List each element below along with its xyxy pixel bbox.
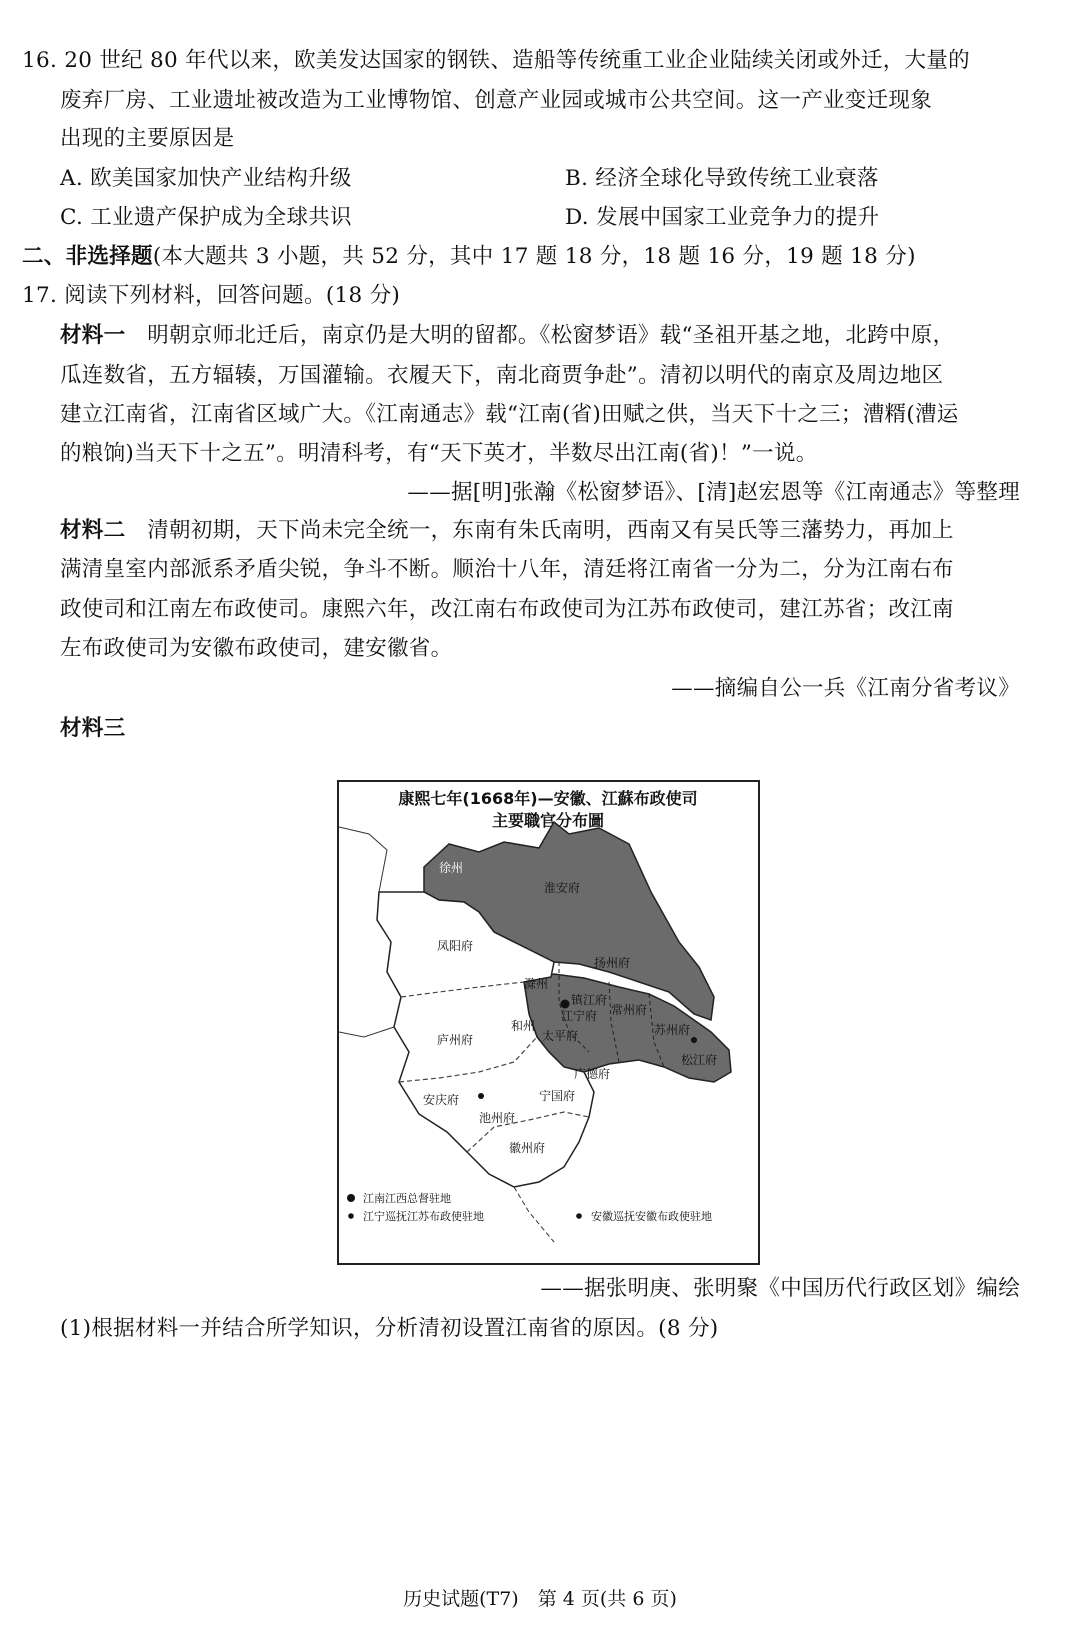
section2-title: 二、非选择题: [22, 244, 153, 269]
map-dot-anqing: [478, 1093, 484, 1099]
map-outer-line-2: [339, 1027, 394, 1037]
m2-line4: 左布政使司为安徽布政使司，建安徽省。: [60, 636, 453, 661]
m2-text1: 清朝初期，天下尚未完全统一，东南有朱氏南明，西南又有吴氏等三藩势力，再加上: [147, 518, 954, 543]
m1-line3: 建立江南省，江南省区域广大。《江南通志》载“江南(省)田赋之供，当天下十之三；漕糈(漕运: [60, 402, 959, 427]
map-label-ningguo: 宁国府: [539, 1089, 576, 1103]
q17-sub1: (1)根据材料一并结合所学知识，分析清初设置江南省的原因。(8 分): [60, 1316, 719, 1341]
m1-label: 材料一: [60, 323, 126, 348]
historical-map: [337, 780, 760, 1265]
legend-dot-small-1: [348, 1213, 354, 1219]
page-footer: 历史试题(T7) 第 4 页(共 6 页): [403, 1588, 677, 1610]
map-label-huaian: 淮安府: [544, 881, 581, 895]
q16-option-b: B. 经济全球化导致传统工业衰落: [565, 166, 879, 191]
legend-dot-small-2: [576, 1213, 582, 1219]
map-outer-line-3: [514, 1187, 554, 1242]
map-label-jiangning: 江宁府: [561, 1009, 598, 1023]
legend-item-2: 江宁巡抚江苏布政使驻地: [363, 1210, 484, 1223]
legend-dot-large: [347, 1194, 355, 1202]
map-label-fengyang: 凤阳府: [437, 939, 474, 953]
q16-line3: 出现的主要原因是: [60, 126, 235, 151]
map-dot-jiangning: [561, 1000, 570, 1009]
map-label-xuzhou: 徐州: [439, 861, 464, 875]
section2-desc: (本大题共 3 小题，共 52 分，其中 17 题 18 分，18 题 16 分，19 题 18 分): [152, 244, 916, 269]
map-label-yangzhou: 扬州府: [594, 956, 631, 970]
m2-line3: 政使司和江南左布政使司。康熙六年，改江南右布政使司为江苏布政使司，建江苏省；改江南: [60, 597, 954, 622]
q16-line1: 16. 20 世纪 80 年代以来，欧美发达国家的钢铁、造船等传统重工业企业陆续关闭或外迁，大量的: [22, 48, 970, 73]
section2-heading: [22, 246, 916, 268]
m1-source: ——据[明]张瀚《松窗梦语》、[清]赵宏恩等《江南通志》等整理: [407, 480, 1020, 505]
map-label-changzhou: 常州府: [611, 1003, 648, 1017]
map-dot-suzhou: [691, 1037, 697, 1043]
q16-option-a: A. 欧美国家加快产业结构升级: [60, 166, 352, 191]
m2-line1: [60, 520, 954, 542]
q16-line2: 废弃厂房、工业遗址被改造为工业博物馆、创意产业园或城市公共空间。这一产业变迁现象: [60, 88, 933, 113]
legend-item-3: 安徽巡抚安徽布政使驻地: [591, 1210, 712, 1223]
m2-source: ——摘编自公一兵《江南分省考议》: [671, 676, 1020, 701]
m3-source: ——据张明庚、张明聚《中国历代行政区划》编绘: [540, 1276, 1020, 1301]
m1-text1: 明朝京师北迁后，南京仍是大明的留都。《松窗梦语》载“圣祖开基之地，北跨中原，: [147, 323, 955, 348]
m1-line1: [60, 325, 954, 347]
q16-option-d: D. 发展中国家工业竞争力的提升: [565, 205, 880, 230]
m2-label: 材料二: [60, 518, 126, 543]
q17-stem: 17. 阅读下列材料，回答问题。(18 分): [22, 283, 401, 308]
q16-option-c: C. 工业遗产保护成为全球共识: [60, 205, 352, 230]
map-label-suzhou: 苏州府: [654, 1023, 691, 1037]
map-title-line2: 主要職官分布圖: [491, 811, 605, 830]
map-title-line1: 康熙七年(1668年)—安徽、江蘇布政使司: [398, 789, 698, 808]
map-outer-line-1: [339, 827, 387, 892]
map-label-chizhou: 池州府: [479, 1111, 516, 1125]
m3-label: 材料三: [60, 716, 126, 741]
map-svg: [339, 782, 758, 1263]
map-label-guangde: 广德府: [574, 1067, 611, 1081]
map-label-chuzhou: 滁州: [524, 977, 549, 991]
map-label-luzhou: 庐州府: [437, 1033, 474, 1047]
m1-line4: 的粮饷)当天下十之五”。明清科考，有“天下英才，半数尽出江南(省)！”一说。: [60, 441, 818, 466]
map-label-anqing: 安庆府: [423, 1093, 460, 1107]
m1-line2: 瓜连数省，五方辐辏，万国灌输。衣履天下，南北商贾争赴”。清初以明代的南京及周边地区: [60, 363, 944, 388]
map-label-zhenjiang: 镇江府: [571, 993, 608, 1007]
map-label-hezhou: 和州: [511, 1019, 536, 1033]
map-label-huizhou: 徽州府: [509, 1141, 546, 1155]
legend-item-1: 江南江西总督驻地: [363, 1192, 451, 1205]
m2-line2: 满清皇室内部派系矛盾尖锐，争斗不断。顺治十八年，清廷将江南省一分为二，分为江南右布: [60, 557, 954, 582]
map-label-taiping: 太平府: [542, 1029, 579, 1043]
map-label-songjiang: 松江府: [681, 1053, 718, 1067]
